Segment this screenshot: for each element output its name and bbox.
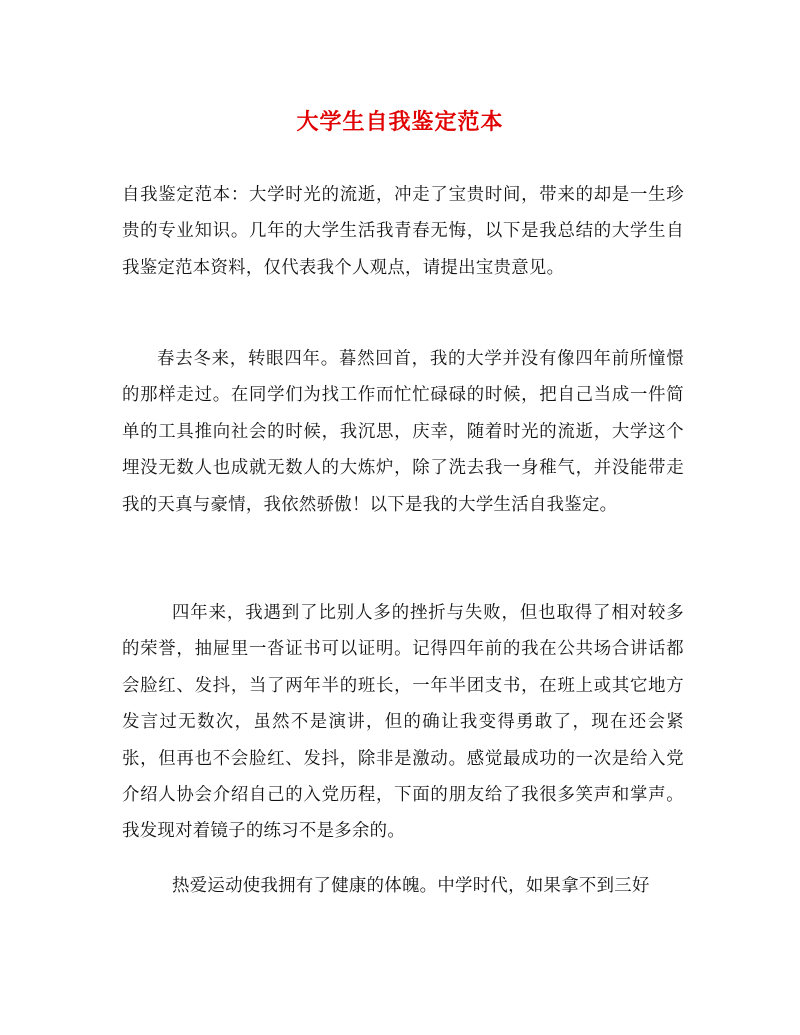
document-title: 大学生自我鉴定范本: [296, 109, 504, 135]
paragraph-2: 四年来，我遇到了比别人多的挫折与失败，但也取得了相对较多的荣誉，抽屉里一沓证书可以证明。记得四年前的我在公共场合讲话都会脸红、发抖，当了两年半的班长，一年半团支书，在班上或其它地方发言过无数次，虽然不是演讲，但的确让我变得勇敢了，现在还会紧张，但再也不会脸红、发抖，除非是激动。感觉最成功的一次是给入党介绍人协会介绍自己的入党历程，下面的朋友给了我很多笑声和掌声。我发现对着镜子的练习不是多余的。: [122, 603, 684, 842]
paragraph-3: 热爱运动使我拥有了健康的体魄。中学时代，如果拿不到三好: [172, 876, 650, 896]
paragraph-intro: 自我鉴定范本：大学时光的流逝，冲走了宝贵时间，带来的却是一生珍贵的专业知识。几年的大学生活我青春无悔，以下是我总结的大学生自我鉴定范本资料，仅代表我个人观点，请提出宝贵意见。: [122, 185, 684, 278]
paragraph-1: 春去冬来，转眼四年。暮然回首，我的大学并没有像四年前所憧憬的那样走过。在同学们为找工作而忙忙碌碌的时候，把自己当成一件简单的工具推向社会的时候，我沉思，庆幸，随着时光的流逝，大学这个埋没无数人也成就无数人的大炼炉，除了洗去我一身稚气，并没能带走我的天真与豪情，我依然骄傲！以下是我的大学生活自我鉴定。: [122, 349, 684, 515]
